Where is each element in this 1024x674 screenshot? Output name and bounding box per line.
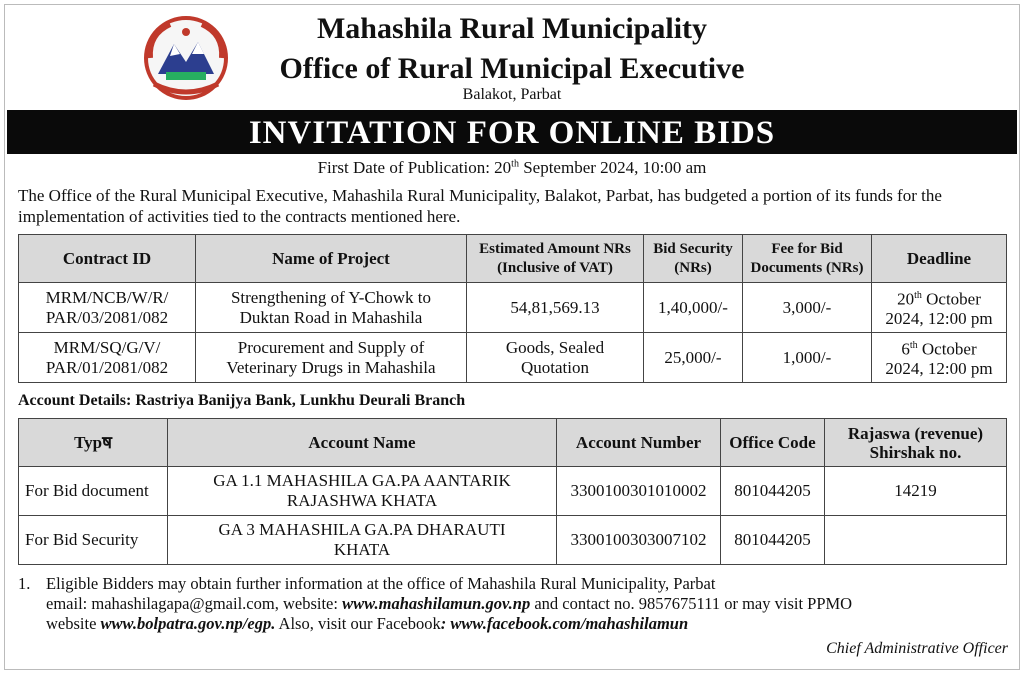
ppmo-link[interactable]: www.bolpatra.gov.np/egp. bbox=[100, 614, 276, 633]
account-number: 3300100301010002 bbox=[557, 467, 721, 516]
deadline-month: October bbox=[917, 339, 977, 359]
contracts-table bbox=[18, 234, 1007, 383]
col-fee bbox=[743, 235, 872, 283]
account-name-l1: GA 1.1 MAHASHILA GA.PA AANTARIK bbox=[213, 471, 511, 490]
letterhead bbox=[0, 0, 1024, 108]
estimated-amount-l1: Goods, Sealed bbox=[505, 337, 605, 357]
col-security bbox=[644, 235, 743, 283]
note-fb-prefix: Also, visit our Facebook bbox=[275, 614, 441, 633]
deadline bbox=[872, 283, 1007, 333]
location: Balakot, Parbat bbox=[462, 86, 562, 103]
intro-paragraph: The Office of the Rural Municipal Executive, Mahashila Rural Municipality, Balakot, Parbat, has budgeted a portion of its funds for the implementation of activities tied to the contracts mentioned here. bbox=[18, 186, 942, 226]
contract-id-l1: MRM/SQ/G/V/ bbox=[53, 337, 161, 357]
col-deadline: Deadline bbox=[872, 235, 1007, 283]
signatory-title: Chief Administrative Officer bbox=[826, 640, 1008, 657]
table-row bbox=[19, 467, 1007, 516]
account-name bbox=[168, 516, 557, 565]
account-name bbox=[168, 467, 557, 516]
accounts-table bbox=[18, 418, 1007, 565]
col-office-code: Office Code bbox=[721, 419, 825, 467]
deadline bbox=[872, 333, 1007, 383]
account-name-l1: GA 3 MAHASHILA GA.PA DHARAUTI bbox=[218, 520, 506, 539]
col-fee-l2: Documents (NRs) bbox=[750, 259, 864, 276]
org-name: Mahashila Rural Municipality bbox=[316, 12, 708, 45]
col-rajaswa-l1: Rajaswa (revenue) bbox=[847, 423, 984, 443]
pub-date-prefix: First Date of Publication: 20 bbox=[317, 158, 512, 177]
facebook-link[interactable]: : www.facebook.com/mahashilamun bbox=[440, 614, 689, 633]
deadline-sup: th bbox=[909, 339, 918, 351]
project-name-l2: Veterinary Drugs in Mahashila bbox=[226, 357, 436, 377]
table-row bbox=[19, 333, 1007, 383]
col-amount bbox=[467, 235, 644, 283]
deadline-day: 6 bbox=[901, 339, 910, 359]
note-number: 1. bbox=[18, 574, 31, 593]
col-security-l1: Bid Security bbox=[653, 240, 733, 257]
account-name-l2: KHATA bbox=[333, 540, 391, 559]
rajaswa-no: 14219 bbox=[825, 467, 1007, 516]
bid-security: 1,40,000/- bbox=[644, 283, 743, 333]
contract-id-l2: PAR/03/2081/082 bbox=[45, 307, 169, 327]
col-type: Typष bbox=[19, 419, 168, 467]
office-code: 801044205 bbox=[721, 467, 825, 516]
publication-date bbox=[0, 158, 1024, 178]
table-row bbox=[19, 283, 1007, 333]
project-name bbox=[196, 283, 467, 333]
deadline-sup: th bbox=[914, 289, 922, 301]
pub-date-sup: th bbox=[511, 158, 519, 170]
office-name: Office of Rural Municipal Executive bbox=[279, 52, 745, 85]
account-name-l2: RAJASHWA KHATA bbox=[286, 491, 438, 510]
project-name bbox=[196, 333, 467, 383]
accounts-header-row bbox=[19, 419, 1007, 467]
notes-section bbox=[18, 574, 1008, 634]
estimated-amount: 54,81,569.13 bbox=[467, 283, 644, 333]
col-account-name: Account Name bbox=[168, 419, 557, 467]
bid-fee: 3,000/- bbox=[743, 283, 872, 333]
col-amount-l1: Estimated Amount NRs bbox=[479, 240, 631, 257]
account-type: For Bid document bbox=[19, 467, 168, 516]
rajaswa-no bbox=[825, 516, 1007, 565]
estimated-amount bbox=[467, 333, 644, 383]
office-code: 801044205 bbox=[721, 516, 825, 565]
deadline-time: 2024, 12:00 pm bbox=[885, 309, 993, 329]
bid-security: 25,000/- bbox=[644, 333, 743, 383]
contract-id bbox=[19, 333, 196, 383]
notice-title-banner: INVITATION FOR ONLINE BIDS bbox=[7, 110, 1017, 154]
col-contract-id: Contract ID bbox=[19, 235, 196, 283]
note-body bbox=[46, 574, 1008, 634]
contract-id-l1: MRM/NCB/W/R/ bbox=[45, 287, 169, 307]
project-name-l2: Duktan Road in Mahashila bbox=[239, 307, 423, 327]
note-ppmo-prefix: website bbox=[46, 614, 101, 633]
account-details-line: Account Details: Rastriya Banijya Bank, Lunkhu Deurali Branch bbox=[18, 392, 466, 409]
col-fee-l1: Fee for Bid bbox=[771, 240, 843, 257]
bid-fee: 1,000/- bbox=[743, 333, 872, 383]
account-number: 3300100303007102 bbox=[557, 516, 721, 565]
note-email: email: mahashilagapa@gmail.com, website: bbox=[46, 594, 343, 613]
deadline-day: 20 bbox=[897, 289, 915, 309]
pub-date-suffix: September 2024, 10:00 am bbox=[518, 158, 707, 177]
note-line1: Eligible Bidders may obtain further information at the office of Mahashila Rural Municipality, Parbat bbox=[46, 574, 716, 593]
account-type: For Bid Security bbox=[19, 516, 168, 565]
estimated-amount-l2: Quotation bbox=[521, 357, 589, 377]
note-contact: and contact no. 9857675111 or may visit PPMO bbox=[530, 594, 853, 613]
col-amount-l2: (Inclusive of VAT) bbox=[497, 259, 613, 276]
deadline-month: October bbox=[921, 289, 981, 309]
col-rajaswa bbox=[825, 419, 1007, 467]
col-account-number: Account Number bbox=[557, 419, 721, 467]
contract-id bbox=[19, 283, 196, 333]
deadline-time: 2024, 12:00 pm bbox=[885, 359, 993, 379]
col-project: Name of Project bbox=[196, 235, 467, 283]
contracts-header-row bbox=[19, 235, 1007, 283]
col-security-l2: (NRs) bbox=[674, 259, 712, 276]
contract-id-l2: PAR/01/2081/082 bbox=[45, 357, 169, 377]
project-name-l1: Procurement and Supply of bbox=[237, 337, 425, 357]
table-row bbox=[19, 516, 1007, 565]
project-name-l1: Strengthening of Y-Chowk to bbox=[230, 287, 432, 307]
website-link[interactable]: www.mahashilamun.gov.np bbox=[342, 594, 531, 613]
col-rajaswa-l2: Shirshak no. bbox=[869, 442, 962, 462]
